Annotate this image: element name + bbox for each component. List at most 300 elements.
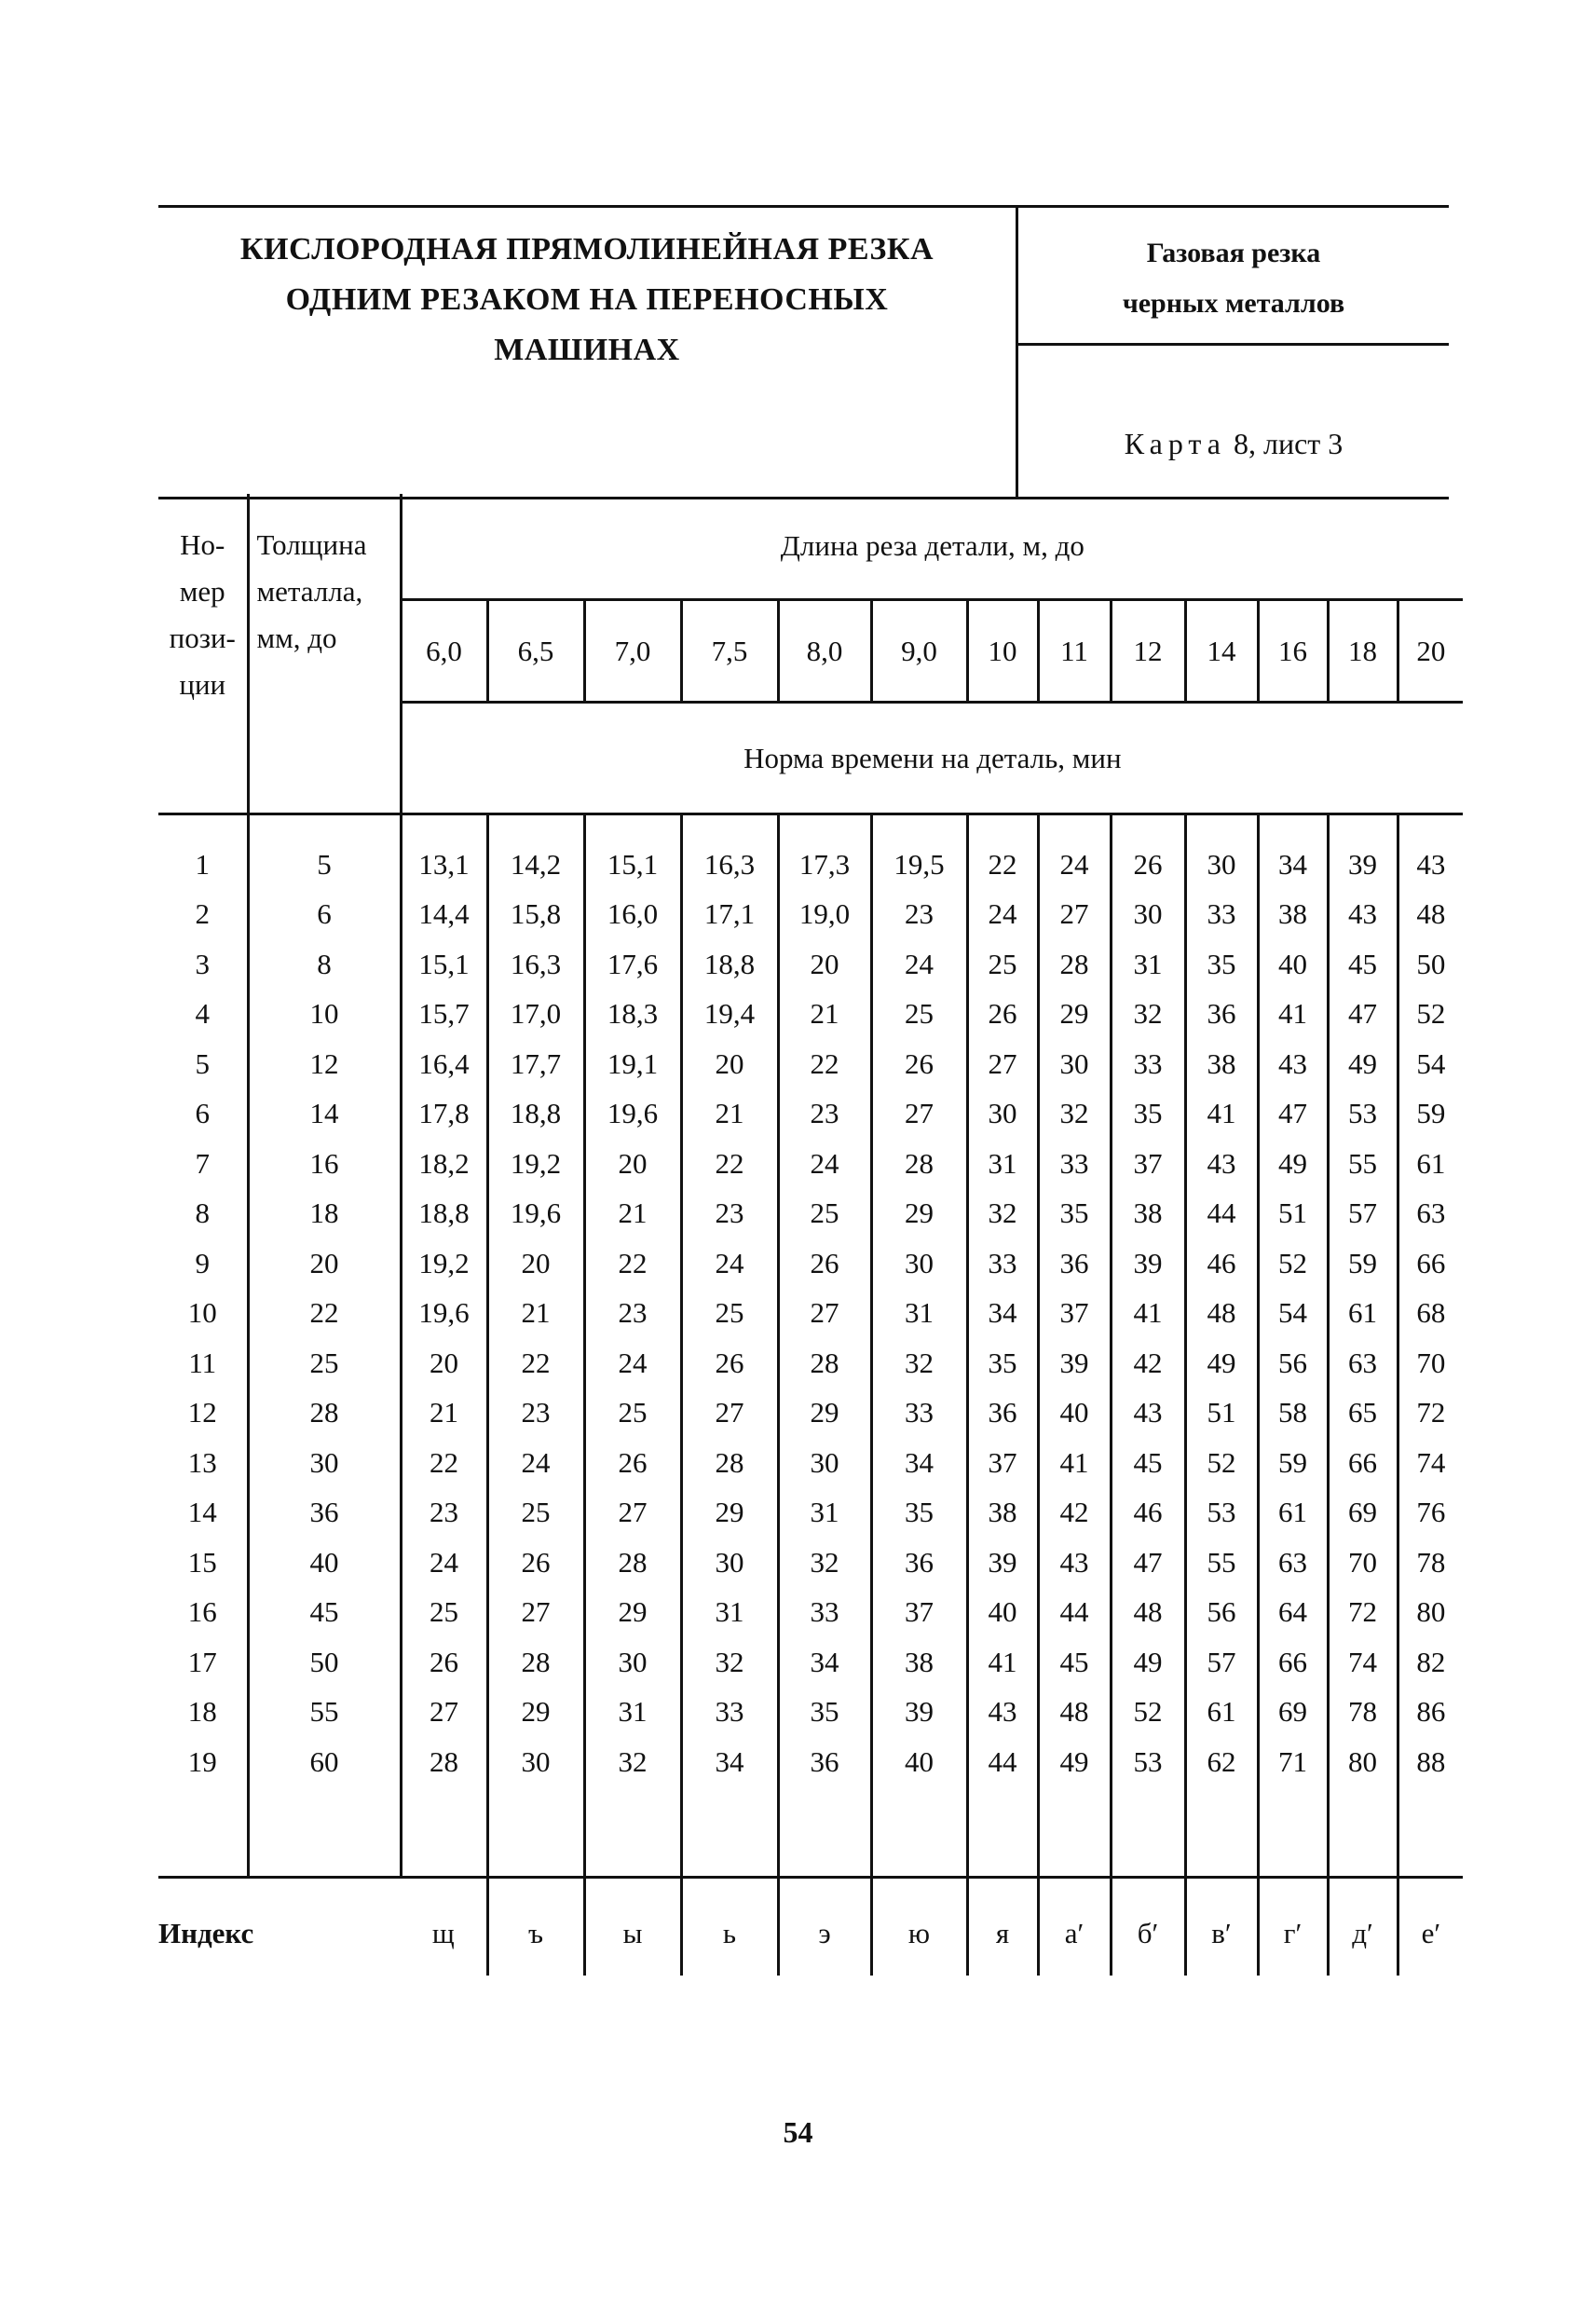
thickness-cell: 18 [248,1189,401,1239]
norm-value-cell: 30 [487,1737,584,1787]
table-row [158,990,1463,1040]
header-line: пози- [169,622,236,654]
norm-value-cell: 33 [778,1588,871,1638]
norm-value-cell: 49 [1038,1737,1111,1787]
index-label: Индекс [158,1916,254,1949]
norm-value-cell: 16,3 [681,814,778,890]
norm-value-cell: 20 [778,939,871,990]
header-line: металла, [256,575,363,608]
norm-value-cell: 43 [1416,847,1446,881]
norm-value-cell: 63 [1328,1338,1398,1388]
index-value-cell: в′ [1185,1877,1258,1976]
spacer-cell [681,1787,778,1878]
norm-value-cell: 31 [681,1588,778,1638]
norm-value-cell: 65 [1328,1388,1398,1439]
norm-value-cell: 49 [1185,1338,1258,1388]
index-value-cell: ь [681,1877,778,1976]
position-cell: 12 [187,1396,217,1429]
position-cell: 9 [195,1246,210,1279]
thickness-cell: 8 [248,939,401,990]
thickness-cell: 28 [248,1388,401,1439]
norm-value-cell: 18,3 [584,990,681,1040]
norm-value-cell: 19,4 [681,990,778,1040]
thickness-cell: 6 [248,890,401,940]
table-row [158,1238,1463,1289]
norm-value-cell: 27 [967,1039,1038,1089]
length-header-cell: 16 [1258,600,1328,703]
norm-value-cell: 39 [967,1538,1038,1588]
norm-value-cell: 33 [967,1238,1038,1289]
norm-value-cell: 44 [1038,1588,1111,1638]
norm-value-cell: 30 [1185,814,1258,890]
norm-value-cell: 34 [778,1637,871,1688]
norm-value-cell: 19,6 [487,1189,584,1239]
index-value-cell: ы [584,1877,681,1976]
norm-value-cell: 49 [1258,1139,1328,1189]
length-header-cell: 10 [967,600,1038,703]
norm-value-cell: 80 [1416,1595,1446,1629]
table-row [158,1089,1463,1140]
norm-value-cell: 30 [584,1637,681,1688]
norm-value-cell: 25 [401,1588,487,1638]
norm-value-cell: 30 [681,1538,778,1588]
norm-value-cell: 25 [681,1289,778,1339]
norm-value-cell: 29 [487,1688,584,1738]
norm-value-cell: 26 [871,1039,967,1089]
position-cell: 1 [195,847,210,881]
norm-value-cell: 48 [1185,1289,1258,1339]
norm-value-cell: 27 [778,1289,871,1339]
thickness-cell: 30 [248,1438,401,1488]
norm-value-cell: 66 [1416,1246,1446,1279]
thickness-cell: 40 [248,1538,401,1588]
spacer-cell [1398,1787,1463,1878]
norm-value-cell: 32 [778,1538,871,1588]
norm-value-cell: 23 [681,1189,778,1239]
norm-value-cell: 48 [1111,1588,1185,1638]
title-line: КИСЛОРОДНАЯ ПРЯМОЛИНЕЙНАЯ РЕЗКА [239,232,934,267]
position-cell: 16 [187,1595,217,1629]
norm-value-cell: 59 [1328,1238,1398,1289]
norm-value-cell: 19,1 [584,1039,681,1089]
norm-time-header: Норма времени на деталь, мин [401,703,1463,814]
norm-value-cell: 55 [1185,1538,1258,1588]
norm-value-cell: 37 [967,1438,1038,1488]
thickness-cell: 5 [248,814,401,890]
norm-value-cell: 32 [681,1637,778,1688]
norm-value-cell: 66 [1328,1438,1398,1488]
norm-value-cell: 17,0 [487,990,584,1040]
position-cell: 5 [195,1046,210,1080]
index-value-cell: ъ [487,1877,584,1976]
norm-value-cell: 70 [1416,1346,1446,1379]
norm-value-cell: 25 [487,1488,584,1538]
spacer-cell [1038,1787,1111,1878]
norm-value-cell: 57 [1328,1189,1398,1239]
norm-value-cell: 28 [584,1538,681,1588]
norm-value-cell: 56 [1258,1338,1328,1388]
spacer-cell [248,1787,401,1878]
norm-value-cell: 49 [1111,1637,1185,1688]
title-line: МАШИНАХ [494,333,680,367]
norm-value-cell: 44 [1185,1189,1258,1239]
table-row [158,1538,1463,1588]
norm-value-cell: 29 [584,1588,681,1638]
table-row [158,1289,1463,1339]
norm-value-cell: 13,1 [401,814,487,890]
card-sheet: 8, лист 3 [1226,427,1344,460]
thickness-cell: 16 [248,1139,401,1189]
norm-value-cell: 29 [871,1189,967,1239]
norm-value-cell: 31 [967,1139,1038,1189]
norm-value-cell: 19,5 [871,814,967,890]
norm-value-cell: 27 [401,1688,487,1738]
thickness-cell: 14 [248,1089,401,1140]
position-cell: 10 [187,1296,217,1330]
norm-value-cell: 45 [1111,1438,1185,1488]
spacer-cell [871,1787,967,1878]
norm-value-cell: 48 [1038,1688,1111,1738]
norm-value-cell: 24 [967,890,1038,940]
spacer-cell [1258,1787,1328,1878]
norm-value-cell: 17,3 [778,814,871,890]
norm-value-cell: 34 [681,1737,778,1787]
norm-value-cell: 19,6 [584,1089,681,1140]
norm-value-cell: 31 [1111,939,1185,990]
norm-value-cell: 86 [1416,1695,1446,1729]
norm-value-cell: 26 [1111,814,1185,890]
norm-value-cell: 51 [1185,1388,1258,1439]
norm-value-cell: 28 [681,1438,778,1488]
norm-value-cell: 33 [871,1388,967,1439]
norm-value-cell: 23 [584,1289,681,1339]
norm-value-cell: 61 [1328,1289,1398,1339]
norm-value-cell: 24 [1038,814,1111,890]
position-cell: 6 [195,1097,210,1130]
position-cell: 14 [187,1496,217,1529]
index-value-cell: щ [401,1877,487,1976]
norm-value-cell: 41 [1038,1438,1111,1488]
norm-value-cell: 52 [1416,997,1446,1031]
length-group-header: Длина реза детали, м, до [401,494,1463,600]
norm-value-cell: 35 [871,1488,967,1538]
norm-value-cell: 32 [584,1737,681,1787]
norm-value-cell: 41 [967,1637,1038,1688]
norm-value-cell: 37 [1038,1289,1111,1339]
position-cell: 7 [195,1146,210,1180]
card-label: Карта [1124,427,1226,460]
norm-value-cell: 74 [1328,1637,1398,1688]
norm-value-cell: 24 [778,1139,871,1189]
norm-value-cell: 69 [1328,1488,1398,1538]
norm-value-cell: 23 [401,1488,487,1538]
norm-value-cell: 61 [1185,1688,1258,1738]
page-number: 54 [783,2115,813,2149]
norm-value-cell: 26 [584,1438,681,1488]
norm-value-cell: 21 [778,990,871,1040]
norm-value-cell: 27 [871,1089,967,1140]
norm-value-cell: 20 [487,1238,584,1289]
norm-value-cell: 24 [871,939,967,990]
norm-value-cell: 15,1 [401,939,487,990]
section-title [1018,228,1449,329]
norm-value-cell: 14,4 [401,890,487,940]
position-column-header [158,494,248,814]
norm-value-cell: 50 [1416,947,1446,980]
norm-value-cell: 78 [1328,1688,1398,1738]
norm-value-cell: 63 [1416,1197,1446,1230]
document-title [158,225,1016,376]
norm-value-cell: 88 [1416,1744,1446,1778]
length-header-cell: 6,0 [401,600,487,703]
norm-value-cell: 54 [1258,1289,1328,1339]
norm-value-cell: 28 [778,1338,871,1388]
norm-value-cell: 45 [1328,939,1398,990]
thickness-cell: 45 [248,1588,401,1638]
norm-value-cell: 17,1 [681,890,778,940]
norm-value-cell: 23 [778,1089,871,1140]
norm-value-cell: 30 [967,1089,1038,1140]
position-cell: 4 [195,997,210,1031]
norm-value-cell: 22 [401,1438,487,1488]
norm-value-cell: 26 [967,990,1038,1040]
norm-value-cell: 57 [1185,1637,1258,1688]
norm-value-cell: 46 [1111,1488,1185,1538]
norm-value-cell: 25 [967,939,1038,990]
spacer-cell [1185,1787,1258,1878]
length-header-cell: 6,5 [487,600,584,703]
position-cell: 3 [195,947,210,980]
position-cell: 15 [187,1545,217,1579]
thickness-cell: 25 [248,1338,401,1388]
table-row [158,1588,1463,1638]
position-cell: 18 [187,1695,217,1729]
norm-value-cell: 61 [1416,1146,1446,1180]
norm-value-cell: 32 [967,1189,1038,1239]
norm-value-cell: 72 [1416,1396,1446,1429]
norm-value-cell: 69 [1258,1688,1328,1738]
norm-value-cell: 17,7 [487,1039,584,1089]
spacer-cell [778,1787,871,1878]
time-norm-table [158,494,1463,1976]
norm-value-cell: 52 [1111,1688,1185,1738]
thickness-cell: 12 [248,1039,401,1089]
position-cell: 19 [187,1744,217,1778]
norm-value-cell: 59 [1258,1438,1328,1488]
table-body [158,814,1463,1976]
norm-value-cell: 18,8 [401,1189,487,1239]
norm-value-cell: 23 [871,890,967,940]
norm-value-cell: 49 [1328,1039,1398,1089]
norm-value-cell: 35 [1038,1189,1111,1239]
norm-value-cell: 19,2 [401,1238,487,1289]
norm-value-cell: 53 [1328,1089,1398,1140]
norm-value-cell: 32 [1038,1089,1111,1140]
norm-value-cell: 30 [1111,890,1185,940]
length-header-cell: 20 [1398,600,1463,703]
norm-value-cell: 27 [681,1388,778,1439]
norm-value-cell: 51 [1258,1189,1328,1239]
header-title-cell [158,208,1018,497]
norm-value-cell: 41 [1111,1289,1185,1339]
table-row [158,1388,1463,1439]
norm-value-cell: 34 [1258,814,1328,890]
table-row [158,1139,1463,1189]
norm-value-cell: 66 [1258,1637,1328,1688]
spacer-cell [158,1787,248,1878]
thickness-cell: 60 [248,1737,401,1787]
title-line: ОДНИМ РЕЗАКОМ НА ПЕРЕНОСНЫХ [285,282,889,317]
norm-value-cell: 22 [681,1139,778,1189]
norm-value-cell: 27 [584,1488,681,1538]
norm-value-cell: 39 [1328,814,1398,890]
norm-value-cell: 38 [871,1637,967,1688]
norm-value-cell: 22 [584,1238,681,1289]
norm-value-cell: 82 [1416,1645,1446,1678]
norm-value-cell: 43 [1328,890,1398,940]
norm-value-cell: 39 [1111,1238,1185,1289]
header-line: Но- [180,528,225,561]
header-line: мм, до [256,622,337,654]
norm-value-cell: 26 [487,1538,584,1588]
norm-value-cell: 21 [487,1289,584,1339]
index-value-cell: г′ [1258,1877,1328,1976]
thickness-cell: 36 [248,1488,401,1538]
norm-value-cell: 40 [871,1737,967,1787]
norm-value-cell: 18,8 [681,939,778,990]
spacer-cell [584,1787,681,1878]
header-info-cell [1018,208,1449,497]
table-row [158,1039,1463,1089]
norm-value-cell: 71 [1258,1737,1328,1787]
norm-value-cell: 32 [871,1338,967,1388]
norm-value-cell: 28 [1038,939,1111,990]
spacer-cell [1328,1787,1398,1878]
norm-value-cell: 26 [401,1637,487,1688]
index-value-cell: е′ [1421,1916,1441,1949]
norm-value-cell: 14,2 [487,814,584,890]
norm-value-cell: 33 [1038,1139,1111,1189]
header-line: мер [179,575,225,608]
norm-value-cell: 19,0 [778,890,871,940]
norm-value-cell: 19,6 [401,1289,487,1339]
norm-value-cell: 43 [1111,1388,1185,1439]
norm-value-cell: 74 [1416,1445,1446,1479]
thickness-cell: 10 [248,990,401,1040]
norm-value-cell: 22 [487,1338,584,1388]
norm-value-cell: 34 [871,1438,967,1488]
norm-value-cell: 22 [967,814,1038,890]
norm-value-cell: 62 [1185,1737,1258,1787]
norm-value-cell: 37 [871,1588,967,1638]
index-value-cell: я [967,1877,1038,1976]
norm-value-cell: 48 [1416,897,1446,931]
norm-value-cell: 38 [967,1488,1038,1538]
norm-value-cell: 54 [1416,1046,1446,1080]
thickness-cell: 55 [248,1688,401,1738]
thickness-column-header [248,494,401,814]
norm-value-cell: 40 [967,1588,1038,1638]
norm-value-cell: 36 [871,1538,967,1588]
norm-value-cell: 36 [778,1737,871,1787]
norm-value-cell: 18,8 [487,1089,584,1140]
norm-value-cell: 22 [778,1039,871,1089]
norm-value-cell: 29 [778,1388,871,1439]
table-row [158,1189,1463,1239]
norm-value-cell: 15,7 [401,990,487,1040]
norm-value-cell: 53 [1111,1737,1185,1787]
norm-value-cell: 76 [1416,1496,1446,1529]
table-row [158,890,1463,940]
card-header [158,205,1449,499]
spacer-cell [401,1787,487,1878]
length-header-cell: 9,0 [871,600,967,703]
norm-value-cell: 38 [1111,1189,1185,1239]
norm-value-cell: 15,8 [487,890,584,940]
norm-value-cell: 25 [778,1189,871,1239]
norm-value-cell: 39 [871,1688,967,1738]
norm-value-cell: 16,4 [401,1039,487,1089]
norm-value-cell: 31 [584,1688,681,1738]
norm-value-cell: 21 [681,1089,778,1140]
norm-value-cell: 39 [1038,1338,1111,1388]
norm-value-cell: 56 [1185,1588,1258,1638]
norm-value-cell: 42 [1038,1488,1111,1538]
table-row [158,814,1463,890]
length-header-cell: 7,0 [584,600,681,703]
table-row [158,1338,1463,1388]
norm-value-cell: 16,3 [487,939,584,990]
norm-value-cell: 15,1 [584,814,681,890]
norm-value-cell: 68 [1416,1296,1446,1330]
table-row [158,1438,1463,1488]
norm-value-cell: 31 [778,1488,871,1538]
norm-value-cell: 38 [1258,890,1328,940]
norm-value-cell: 29 [681,1488,778,1538]
norm-value-cell: 41 [1185,1089,1258,1140]
norm-value-cell: 23 [487,1388,584,1439]
norm-value-cell: 29 [1038,990,1111,1040]
thickness-cell: 50 [248,1637,401,1688]
norm-value-cell: 27 [1038,890,1111,940]
table-row [158,1637,1463,1688]
position-cell: 8 [195,1197,210,1230]
norm-value-cell: 41 [1258,990,1328,1040]
norm-value-cell: 17,8 [401,1089,487,1140]
spacer-cell [1111,1787,1185,1878]
section-line: Газовая резка [1146,238,1321,268]
norm-value-cell: 43 [1038,1538,1111,1588]
norm-value-cell: 20 [584,1139,681,1189]
card-number [1018,427,1449,461]
norm-value-cell: 61 [1258,1488,1328,1538]
norm-value-cell: 24 [584,1338,681,1388]
norm-value-cell: 43 [1258,1039,1328,1089]
spacer-cell [487,1787,584,1878]
thickness-cell: 20 [248,1238,401,1289]
index-value-cell: а′ [1038,1877,1111,1976]
norm-value-cell: 35 [1111,1089,1185,1140]
norm-value-cell: 33 [1111,1039,1185,1089]
norm-value-cell: 78 [1416,1545,1446,1579]
norm-value-cell: 72 [1328,1588,1398,1638]
norm-value-cell: 80 [1328,1737,1398,1787]
norm-value-cell: 43 [1185,1139,1258,1189]
norm-value-cell: 20 [401,1338,487,1388]
norm-value-cell: 70 [1328,1538,1398,1588]
norm-value-cell: 25 [584,1388,681,1439]
norm-value-cell: 53 [1185,1488,1258,1538]
